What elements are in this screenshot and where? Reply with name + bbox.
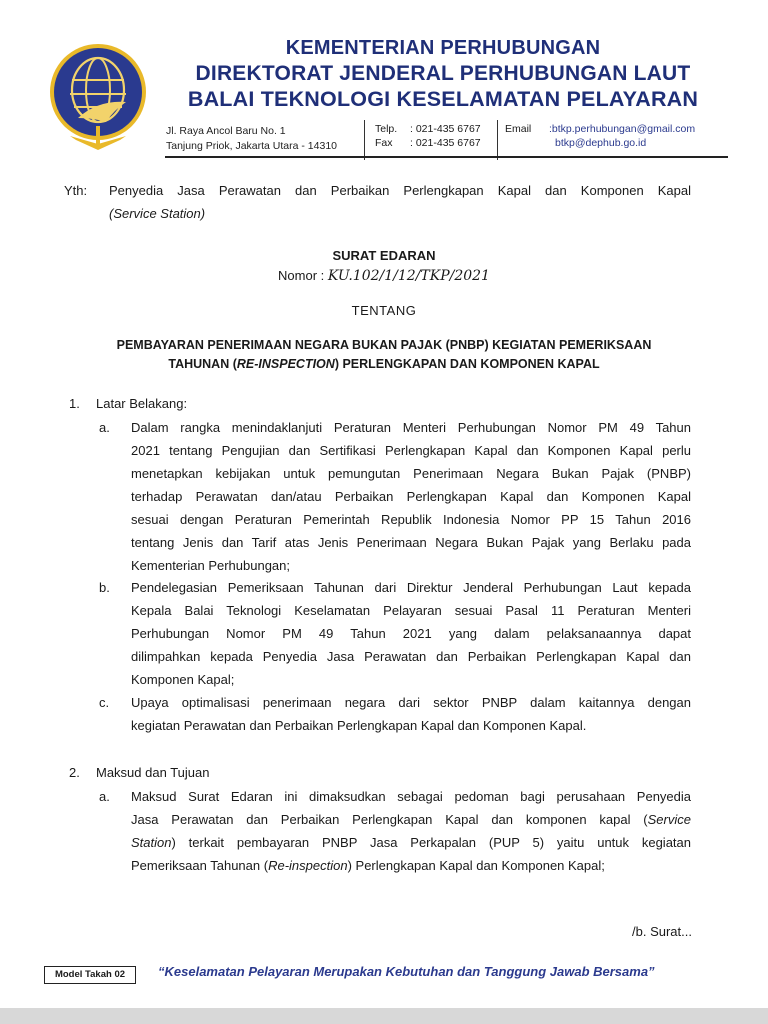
subject-part: TAHUNAN ( xyxy=(168,357,237,371)
office-address xyxy=(166,124,337,154)
letterhead-ministry: KEMENTERIAN PERHUBUNGAN xyxy=(285,37,601,59)
text-run: ) terkait pembayaran PNBP Jasa Perkapalan (PUP 5) yaitu untuk kegiatan xyxy=(171,835,691,850)
paragraph-1c xyxy=(131,691,691,737)
recipient-label: Yth: xyxy=(64,183,88,198)
item-2a-label: a. xyxy=(99,789,110,804)
paragraph-line xyxy=(131,831,691,854)
text-run: ) Perlengkapan Kapal dan Komponen Kapal; xyxy=(347,858,605,873)
letterhead-office: BALAI TEKNOLOGI KESELAMATAN PELAYARAN xyxy=(187,87,699,111)
section-1-title: Latar Belakang: xyxy=(96,396,188,411)
section-2-number: 2. xyxy=(69,765,80,780)
address-line-1: Jl. Raya Ancol Baru No. 1 xyxy=(166,125,286,137)
email-values xyxy=(549,122,695,150)
continuation-marker: /b. Surat... xyxy=(632,924,692,939)
letterhead-rule xyxy=(165,156,728,158)
email-secondary: btkp@dephub.go.id xyxy=(555,137,647,149)
paragraph-line: 2021 tentang Pengujian dan Sertifikasi Perlengkapan Kapal dan Komponen Kapal perlu xyxy=(131,443,691,458)
document-number xyxy=(0,268,768,284)
telp-label: Telp. xyxy=(375,123,398,135)
item-1b-label: b. xyxy=(99,580,110,595)
telp-value: : 021-435 6767 xyxy=(410,123,481,135)
fax-value: : 021-435 6767 xyxy=(410,137,481,149)
subject-line-1: PEMBAYARAN PENERIMAAN NEGARA BUKAN PAJAK (PNBP) KEGIATAN PEMERIKSAAN xyxy=(116,338,652,352)
phone-values xyxy=(410,122,481,150)
item-1c-label: c. xyxy=(99,695,110,710)
paragraph-line: tentang Jenis dan Tarif atas Jenis Penerimaan Negara Bukan Pajak yang Berlaku pada xyxy=(131,535,691,550)
document-title: SURAT EDARAN xyxy=(332,248,436,263)
paragraph-1a xyxy=(131,416,691,577)
tentang-label: TENTANG xyxy=(351,303,417,318)
section-2-title: Maksud dan Tujuan xyxy=(96,765,210,780)
email-primary: :btkp.perhubungan@gmail.com xyxy=(549,123,696,135)
paragraph-line xyxy=(131,854,691,877)
paragraph-line: Dalam rangka menindaklanjuti Peraturan Menteri Perhubungan Nomor PM 49 Tahun xyxy=(131,420,691,435)
paragraph-line xyxy=(131,808,691,831)
subject-part: ) PERLENGKAPAN DAN KOMPONEN KAPAL xyxy=(334,357,600,371)
model-takah-box: Model Takah 02 xyxy=(44,966,136,984)
phone-labels xyxy=(375,122,397,150)
text-italic: Service xyxy=(647,812,691,827)
text-run: Pemeriksaan Tahunan ( xyxy=(131,858,269,873)
paragraph-line: Kepala Balai Teknologi Keselamatan Pelayaran sesuai Pasal 11 Peraturan Menteri xyxy=(131,603,691,618)
paragraph-line: Upaya optimalisasi penerimaan negara dari sektor PNBP dalam kaitannya dengan xyxy=(131,695,691,710)
section-1-number: 1. xyxy=(69,396,80,411)
paragraph-line: Perhubungan Nomor PM 49 Tahun 2021 yang dalam pelaksanaannya dapat xyxy=(131,626,691,641)
divider xyxy=(497,120,498,160)
paragraph-line: menetapkan kebijakan untuk pemungutan Penerimaan Negara Bukan Pajak (PNBP) xyxy=(131,466,691,481)
recipient-line-1: Penyedia Jasa Perawatan dan Perbaikan Perlengkapan Kapal dan Komponen Kapal xyxy=(109,183,691,198)
scan-edge xyxy=(0,1008,768,1024)
paragraph-line: Kementerian Perhubungan; xyxy=(131,558,291,573)
paragraph-line: kegiatan Perawatan dan Perbaikan Perlengkapan Kapal dan Komponen Kapal. xyxy=(131,718,587,733)
fax-label: Fax xyxy=(375,137,393,149)
paragraph-1b xyxy=(131,576,691,691)
footer-motto: “Keselamatan Pelayaran Merupakan Kebutuhan dan Tanggung Jawab Bersama” xyxy=(158,964,655,979)
paragraph-line: sesuai dengan Peraturan Pemerintah Republik Indonesia Nomor PP 15 Tahun 2016 xyxy=(131,512,691,527)
subject-line-2 xyxy=(0,355,768,374)
recipient-line-2: (Service Station) xyxy=(109,206,206,221)
paragraph-line: Komponen Kapal; xyxy=(131,672,235,687)
paragraph-line: dilimpahkan kepada Penyedia Jasa Perawatan dan Perbaikan Perlengkapan Kapal dan xyxy=(131,649,691,664)
address-line-2: Tanjung Priok, Jakarta Utara - 14310 xyxy=(166,140,338,152)
paragraph-line: Pendelegasian Pemeriksaan Tahunan dari Direktur Jenderal Perhubungan Laut kepada xyxy=(131,580,691,595)
subject-italic: RE-INSPECTION xyxy=(236,357,335,371)
nomor-label: Nomor : xyxy=(278,268,325,283)
divider xyxy=(364,120,365,160)
item-1a-label: a. xyxy=(99,420,110,435)
letterhead-directorate: DIREKTORAT JENDERAL PERHUBUNGAN LAUT xyxy=(195,62,691,85)
nomor-value: KU.102/1/12/TKP/2021 xyxy=(327,268,490,284)
email-label: Email xyxy=(505,123,532,135)
paragraph-line: Maksud Surat Edaran ini dimaksudkan sebagai pedoman bagi perusahaan Penyedia xyxy=(131,789,691,804)
paragraph-2a xyxy=(131,785,691,877)
paragraph-line: terhadap Perawatan dan/atau Perbaikan Perlengkapan Kapal dan Komponen Kapal xyxy=(131,489,691,504)
text-italic: Re-inspection xyxy=(268,858,348,873)
text-run: Jasa Perawatan dan Perbaikan Perlengkapan Kapal dan komponen kapal ( xyxy=(131,812,648,827)
text-italic: Station xyxy=(131,835,172,850)
